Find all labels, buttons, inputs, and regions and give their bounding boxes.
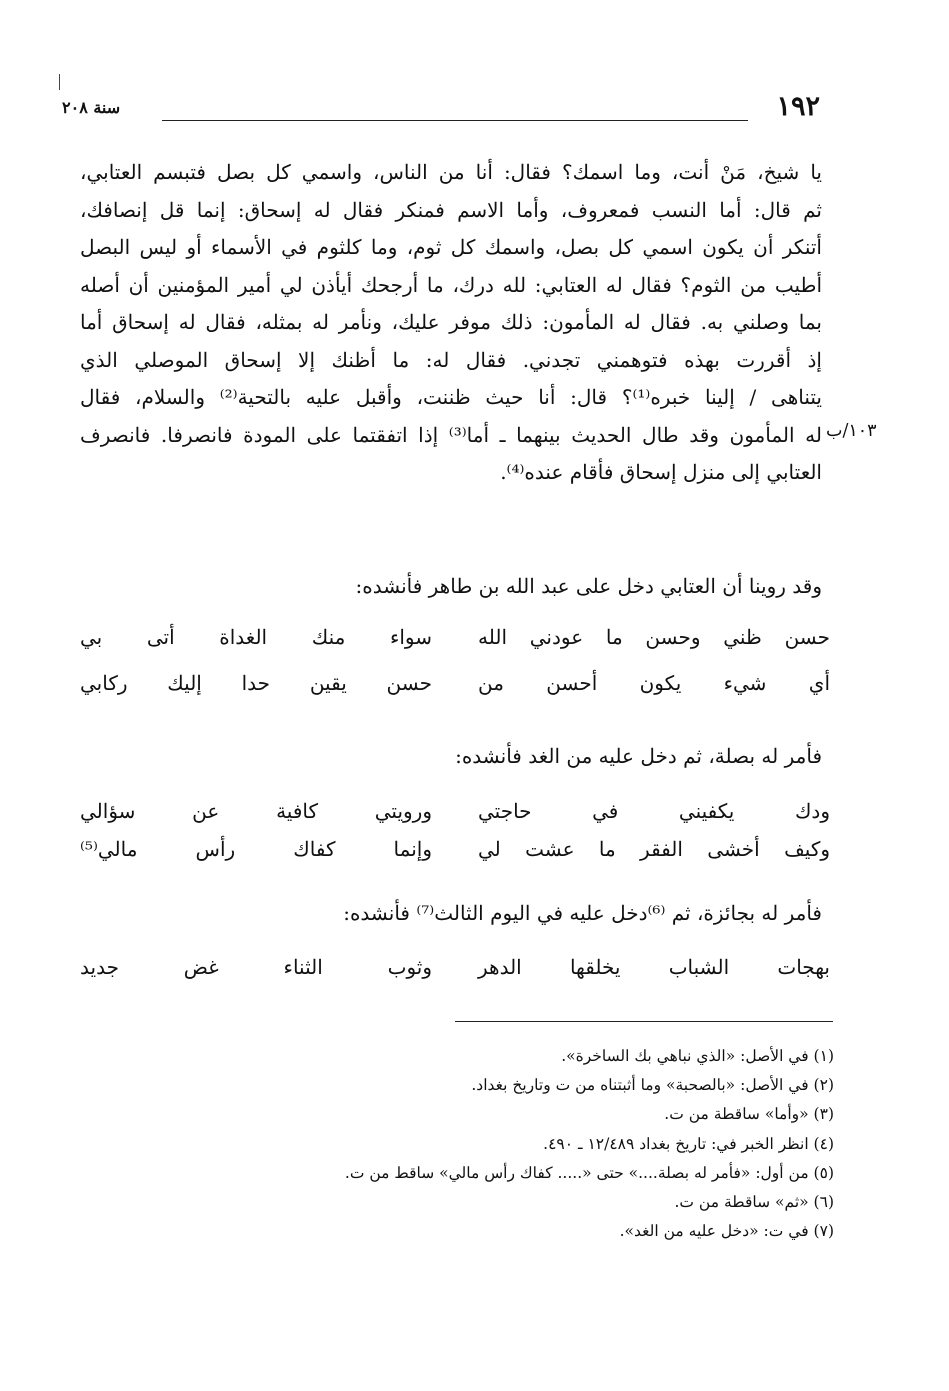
- page-header: [62, 92, 820, 126]
- verse-second-hemistich: سواء منك الغداة أتى بي: [80, 625, 432, 649]
- page-number: ١٩٢: [776, 91, 820, 122]
- footnotes: [74, 1042, 834, 1246]
- footnote: (٦) «ثم» ساقطة من ت.: [674, 1192, 834, 1211]
- verse-line: [80, 948, 830, 986]
- footnote: (٣) «وأما» ساقطة من ت.: [664, 1105, 834, 1124]
- footnote-separator: [455, 1021, 833, 1022]
- verse-second-hemistich: وإنما كفاك رأس مالي⁽⁵⁾: [80, 837, 432, 861]
- header-rule: [162, 120, 748, 121]
- folio-marginal-note: ١٠٣/ب: [826, 421, 877, 441]
- footnote: (٢) في الأصل: «بالصحبة» وما أثبتناه من ت وتاريخ بغداد.: [471, 1076, 834, 1095]
- verse-first-hemistich: أي شيء يكون أحسن من: [478, 671, 830, 695]
- prose-line: إذ أقررت بهذه فتوهمني تجدني. فقال له: ما أظنك إلا إسحاق الموصلي الذي: [80, 347, 822, 372]
- verse-line: [80, 792, 830, 830]
- verse-line: [80, 664, 830, 702]
- footnote: (٥) من أول: «فأمر له بصلة....» حتى «..... كفاك رأس مالي» ساقط من ت.: [344, 1163, 834, 1182]
- verse-second-hemistich: وثوب الثناء غض جديد: [80, 955, 432, 979]
- verse-first-hemistich: وكيف أخشى الفقر ما عشت لي: [478, 837, 830, 861]
- prose-line: ثم قال: أما النسب فمعروف، وأما الاسم فمنكر فقال له إسحاق: إنما قل إنصافك،: [80, 197, 822, 222]
- running-head: سنة ٢٠٨: [62, 98, 121, 117]
- prose-line: بما وصلني به. فقال له المأمون: ذلك موفر عليك، ونأمر له بمثله، فقال له إسحاق أما: [80, 310, 822, 334]
- main-prose: [80, 154, 822, 492]
- prose-line: العتابي إلى منزل إسحاق فأقام عنده⁽⁴⁾.: [500, 460, 822, 484]
- poem-intro: وقد روينا أن العتابي دخل على عبد الله بن طاهر فأنشده:: [355, 574, 822, 598]
- prose-line: يتناهى / إلينا خبره⁽¹⁾؟ قال: أنا حيث ظننت، وأقبل عليه بالتحية⁽²⁾ والسلام، فقال: [80, 385, 822, 409]
- footnote: (٧) في ت: «دخل عليه من الغد».: [619, 1222, 834, 1241]
- verse-second-hemistich: ورويتي كافية عن سؤالي: [80, 799, 432, 823]
- prose-line: يا شيخ، مَنْ أنت، وما اسمك؟ فقال: أنا من الناس، واسمي كل بصل فتبسم العتابي،: [80, 160, 822, 184]
- prose-line: له المأمون وقد طال الحديث بينهما ـ أما⁽³⁾ إذا اتفقتما على المودة فانصرفا. فانصرف: [80, 422, 822, 447]
- verse-line: [80, 830, 830, 868]
- footnote: (١) في الأصل: «الذي نباهي بك الساخرة».: [561, 1047, 834, 1065]
- footnote: (٤) انظر الخبر في: تاريخ بغداد ١٢/٤٨٩ ـ ٤٩٠.: [543, 1134, 834, 1153]
- prose-line: أتنكر أن يكون اسمي كل بصل، واسمك كل ثوم، وما كلثوم في الأسماء أو ليس البصل: [80, 235, 822, 259]
- poem-intro: فأمر له بجائزة، ثم ⁽⁶⁾دخل عليه في اليوم الثالث⁽⁷⁾ فأنشده:: [343, 901, 822, 925]
- verse-second-hemistich: حسن يقين حدا إليك ركابي: [80, 671, 432, 695]
- poem-intro: فأمر له بصلة، ثم دخل عليه من الغد فأنشده:: [455, 744, 822, 768]
- verse-first-hemistich: بهجات الشباب يخلقها الدهر: [478, 955, 830, 979]
- verse-first-hemistich: ودك يكفيني في حاجتي: [478, 799, 830, 823]
- verse-first-hemistich: حسن ظني وحسن ما عودني الله: [478, 625, 830, 649]
- margin-tick-mark: [59, 74, 60, 90]
- prose-line: أطيب من الثوم؟ فقال له العتابي: لله درك، ما أرجحك أيأذن لي أمير المؤمنين أن أصله: [80, 272, 822, 297]
- verse-line: [80, 618, 830, 656]
